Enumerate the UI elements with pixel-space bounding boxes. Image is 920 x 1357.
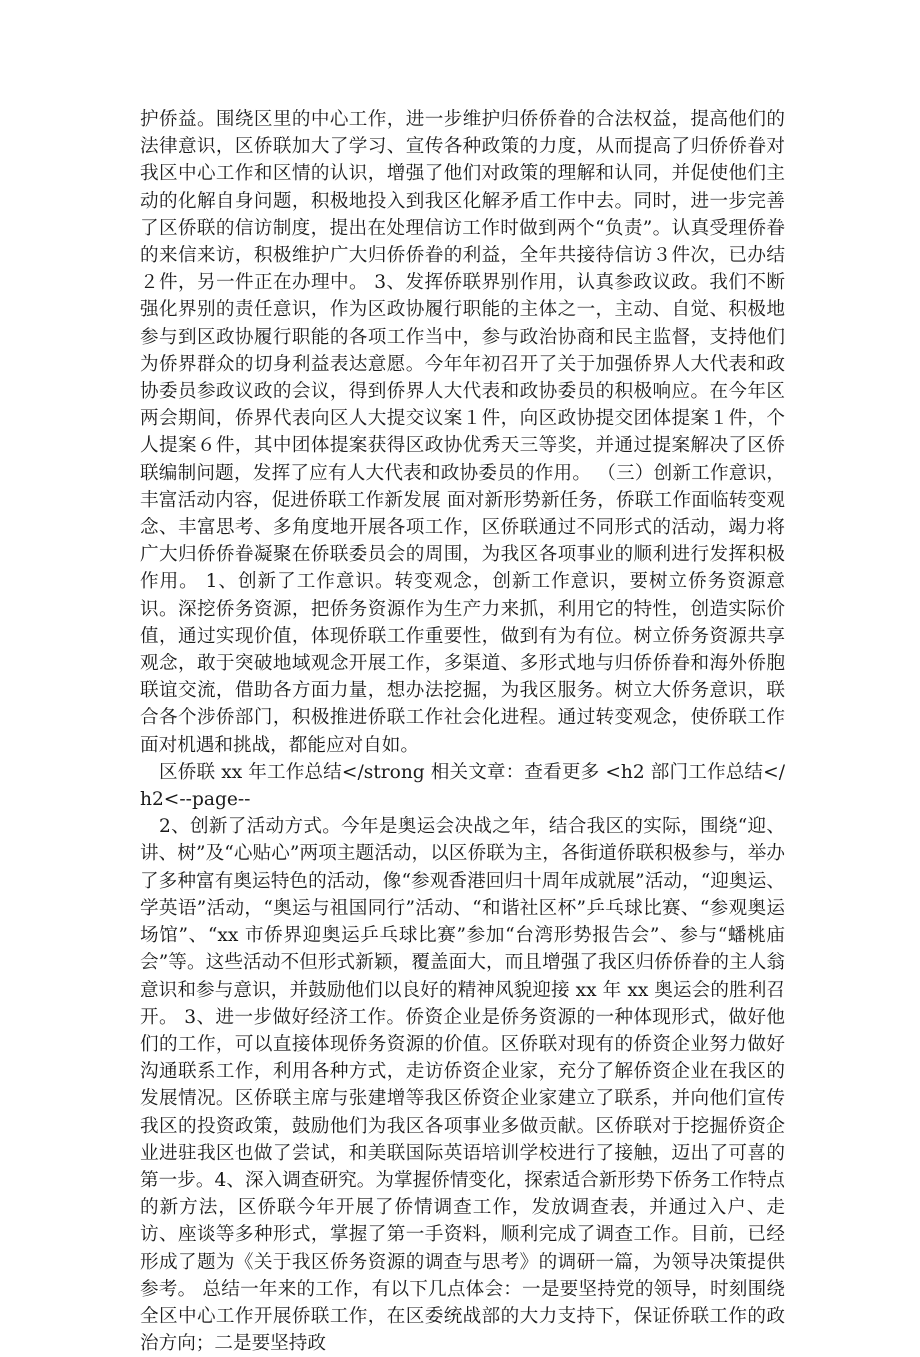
related-articles-line: 区侨联 xx 年工作总结</strong 相关文章：查看更多 <h2 部门工作总结</h2<--page--: [140, 761, 785, 811]
body-paragraph-1: 护侨益。围绕区里的中心工作，进一步维护归侨侨眷的合法权益，提高他们的法律意识，区侨联加大了学习、宣传各种政策的力度，从而提高了归侨侨眷对我区中心工作和区情的认识，增强了他们对政策的理解和认同，并促使他们主动的化解自身问题，积极地投入到我区化解矛盾工作中去。同时，进一步完善了区侨联的信访制度，提出在处理信访工作时做到两个“负责”。认真受理侨眷的来信来访，积极维护广大归侨侨眷的利益，全年共接待信访３件次，已办结２件，另一件正在办理中。 3、发挥侨联界别作用，认真参政议政。我们不断强化界别的责任意识，作为区政协履行职能的主体之一，主动、自觉、积极地参与到区政协履行职能的各项工作当中，参与政治协商和民主监督，支持他们为侨界群众的切身利益表达意愿。今年年初召开了关于加强侨界人大代表和政协委员参政议政的会议，得到侨界人大代表和政协委员的积极响应。在今年区两会期间，侨界代表向区人大提交议案１件，向区政协提交团体提案１件，个人提案６件，其中团体提案获得区政协优秀天三等奖，并通过提案解决了区侨联编制问题，发挥了应有人大代表和政协委员的作用。 （三）创新工作意识，丰富活动内容，促进侨联工作新发展 面对新形势新任务，侨联工作面临转变观念、丰富思考、多角度地开展各项工作，区侨联通过不同形式的活动，竭力将广大归侨侨眷凝聚在侨联委员会的周围，为我区各项事业的顺利进行发挥积极作用。 1、创新了工作意识。转变观念，创新工作意识，要树立侨务资源意识。深挖侨务资源，把侨务资源作为生产力来抓，利用它的特性，创造实际价值，通过实现价值，体现侨联工作重要性，做到有为有位。树立侨务资源共享观念，敢于突破地域观念开展工作，多渠道、多形式地与归侨侨眷和海外侨胞联谊交流，借助各方面力量，想办法挖掘，为我区服务。树立大侨务意识，联合各个涉侨部门，积极推进侨联工作社会化进程。通过转变观念，使侨联工作面对机遇和挑战，都能应对自如。: [140, 109, 785, 756]
body-paragraph-2: 2、创新了活动方式。今年是奥运会决战之年，结合我区的实际，围绕“迎、讲、树”及“心贴心”两项主题活动，以区侨联为主，各街道侨联积极参与，举办了多种富有奥运特色的活动，像“参观香港回归十周年成就展”活动，“迎奥运、学英语”活动，“奥运与祖国同行”活动、“和谐社区杯”乒乓球比赛、“参观奥运场馆”、“xx 市侨界迎奥运乒乓球比赛”参加“台湾形势报告会”、参与“蟠桃庙会”等。这些活动不但形式新颖，覆盖面大，而且增强了我区归侨侨眷的主人翁意识和参与意识，并鼓励他们以良好的精神风貌迎接 xx 年 xx 奥运会的胜利召开。 3、进一步做好经济工作。侨资企业是侨务资源的一种体现形式，做好他们的工作，可以直接体现侨务资源的价值。区侨联对现有的侨资企业努力做好沟通联系工作，利用各种方式，走访侨资企业家，充分了解侨资企业在我区的发展情况。区侨联主席与张建增等我区侨资企业家建立了联系，并向他们宣传我区的投资政策，鼓励他们为我区各项事业多做贡献。区侨联对于挖掘侨资企业进驻我区也做了尝试，和美联国际英语培训学校进行了接触，迈出了可喜的第一步。4、深入调查研究。为掌握侨情变化，探索适合新形势下侨务工作特点的新方法，区侨联今年开展了侨情调查工作，发放调查表，并通过入户、走访、座谈等多种形式，掌握了第一手资料，顺利完成了调查工作。目前，已经形成了题为《关于我区侨务资源的调查与思考》的调研一篇，为领导决策提供参考。 总结一年来的工作，有以下几点体会：一是要坚持党的领导，时刻围绕全区中心工作开展侨联工作，在区委统战部的大力支持下，保证侨联工作的政治方向；二是要坚持政: [140, 816, 785, 1355]
document-body: [140, 106, 785, 1357]
